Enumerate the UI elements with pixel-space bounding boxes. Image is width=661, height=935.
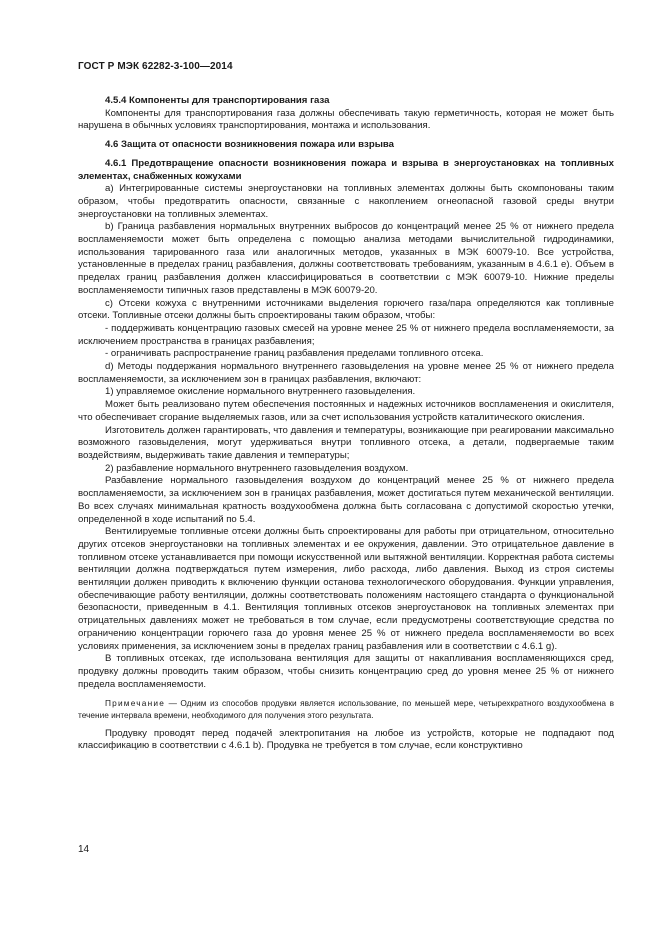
- paragraph: Изготовитель должен гарантировать, что давления и температуры, возникающие при реагировании максимально возможного газовыделения, могут удерживаться внутри топливного отсека, а детали, подвергаемые таким воздействиям, выдерживать такие давления и температуры;: [78, 424, 614, 461]
- paragraph: c) Отсеки кожуха c внутренними источниками выделения горючего газа/пара определяются как топливные отсеки. Топливные отсеки должны быть спроектированы таким образом, чтобы:: [78, 297, 614, 322]
- paragraph: a) Интегрированные системы энергоустановки на топливных элементах должны быть скомпонованы таким образом, чтобы предотвратить опасности, связанные с накоплением огнеопасной газовой среды внутри энергоустановки на топливных элементах.: [78, 183, 614, 220]
- paragraph: Продувку проводят перед подачей электропитания на любое из устройств, которые не подпадают под классификацию в соответствии с 4.6.1 b). Продувка не требуется в том случае, если конструктивно: [78, 727, 614, 752]
- paragraph: d) Методы поддержания нормального внутреннего газовыделения на уровне менее 25 % от нижнего предела воспламеняемости, за исключением зон в границах разбавления, включают:: [78, 361, 614, 385]
- note-text: — Одним из способов продувки является использование, по меньшей мере, четырехкратного воздухообмена в течение интервала времени, необходимого для получения этого результата.: [78, 698, 614, 720]
- list-item: - поддерживать концентрацию газовых смесей на уровне менее 25 % от нижнего предела воспламеняемости, за исключением пространства в границах разбавления;: [78, 322, 614, 347]
- heading-4-6: 4.6 Защита от опасности возникновения пожара или взрыва: [105, 139, 394, 151]
- paragraph: Вентилируемые топливные отсеки должны быть спроектированы для работы при отрицательном, относительно других отсеков энергоустановки на топливных элементах и ее окружения, давлении. Это отрицательное давление в топливном отсеке устанавливается при помощи искусственной или вытяжной вентиляции. Корректная работа системы вентиляции должна подтверждаться путем измерения, либо расхода, либо давления. Выход из строя системы вентиляции должен приводить к включению функции останова технологического оборудования. Функции управления, обеспечивающие работу вентиляции, должны соответствовать положениям настоящего стандарта о функциональной безопасности, приведенным в 4.1. Вентиляция топливных отсеков энергоустановок на топливных элементах при отрицательных давлениях может не требоваться в том случае, если предусмотрены соответствующие средства по ограничению концентрации горючего газа до уровня менее 25 % от нижнего предела воспламеняемости во всех условиях применения, за исключением зоны в пределах границ разбавления или в соответствии с 4.6.1 g).: [78, 526, 614, 652]
- note: [78, 698, 614, 720]
- page-number: 14: [78, 844, 90, 855]
- page-header: ГОСТ Р МЭК 62282-3-100—2014: [78, 61, 233, 72]
- paragraph: Может быть реализовано путем обеспечения постоянных и надежных источников воспламенения и окислителя, что обеспечивает сгорание выделяемых газов, или за счет использования устройств каталитического окисления.: [78, 399, 614, 423]
- heading-4-6-1: 4.6.1 Предотвращение опасности возникновения пожара и взрыва в энергоустановках на топливных элементах, снабженных кожухами: [78, 157, 614, 182]
- paragraph: Компоненты для транспортирования газа должны обеспечивать такую герметичность, которая не может быть нарушена в обычных условиях транспортирования, монтажа и использования.: [78, 107, 614, 132]
- list-item: - ограничивать распространение границ разбавления пределами топливного отсека.: [105, 348, 484, 360]
- paragraph: Разбавление нормального газовыделения воздухом до концентраций менее 25 % от нижнего предела воспламеняемости, за исключением зон в границах разбавления, может достигаться путем механической вентиляции. Во всех случаях минимальная кратность воздухообмена должна быть согласована с допустимой скоростью утечки, определенной в ходе испытаний по 5.4.: [78, 475, 614, 525]
- paragraph: В топливных отсеках, где использована вентиляция для защиты от накапливания воспламеняющихся сред, продувку должны проводить таким образом, чтобы снизить концентрацию сред до уровня менее 25 % от нижнего предела воспламеняемости.: [78, 653, 614, 690]
- note-lead: Примечание: [105, 698, 166, 709]
- document-body: [78, 95, 614, 753]
- list-item: 2) разбавление нормального внутреннего газовыделения воздухом.: [105, 462, 409, 474]
- heading-4-5-4: 4.5.4 Компоненты для транспортирования газа: [105, 95, 330, 106]
- paragraph: b) Граница разбавления нормальных внутренних выбросов до концентраций менее 25 % от нижнего предела воспламеняемости может быть определена с помощью анализа методами вычислительной гидродинамики, использования тарированного газа или аналогичных методов, указанных в МЭК 60079-10. Все устройства, установленные в пределах границ разбавления, должны соответствовать требованиям, указанным в 4.6.1 e). Объем в пределах границ разбавления должен классифицироваться в соответствии с МЭК 60079-10. Нижние пределы воспламеняемости типичных газов представлены в МЭК 60079-20.: [78, 221, 614, 296]
- list-item: 1) управляемое окисление нормального внутреннего газовыделения.: [105, 386, 416, 398]
